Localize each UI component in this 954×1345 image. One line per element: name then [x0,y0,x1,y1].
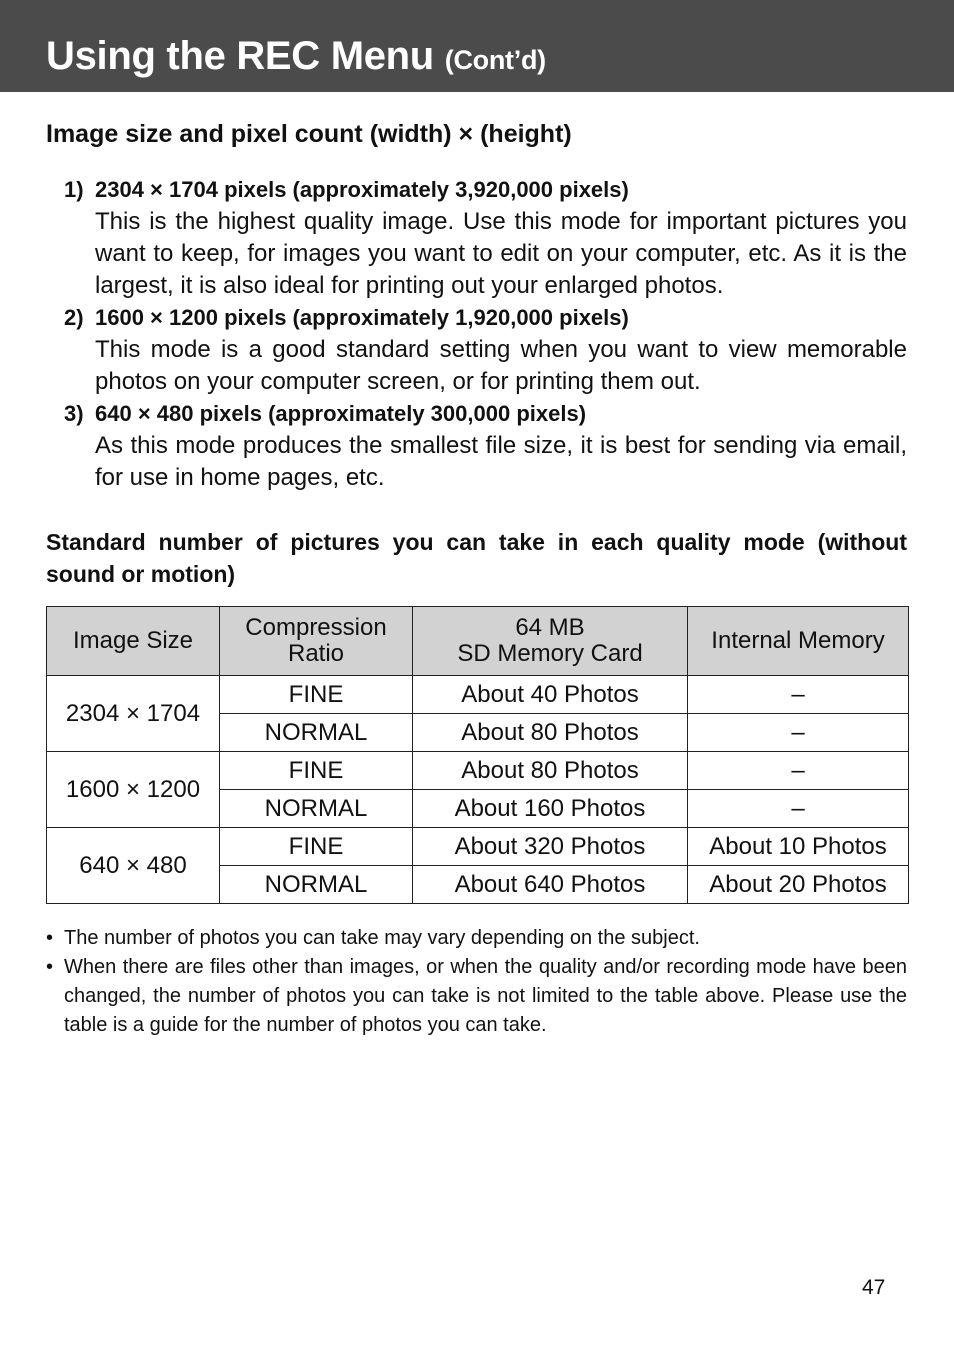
sd-card-count-cell: About 640 Photos [413,866,688,904]
image-size-item [64,174,907,302]
note-text: The number of photos you can take may vary depending on the subject. [64,927,700,949]
header-compression-ratio [220,607,413,676]
item-title-text: 2304 × 1704 pixels (approximately 3,920,000 pixels) [95,177,629,202]
header-bar [0,0,954,92]
internal-memory-count-cell: – [688,790,909,828]
page-title-main: Using the REC Menu [46,34,434,78]
header-compression-line2: Ratio [287,640,345,667]
item-number: 2) [64,305,84,330]
table-row [47,752,909,790]
bullet-icon: • [46,956,54,978]
image-size-list [64,174,907,494]
compression-cell: NORMAL [220,790,413,828]
note-text: When there are files other than images, or when the quality and/or recording mode have been changed, the number of photos you can take is not limited to the table above. Please use the table is a guide for the number of photos you can take. [64,956,907,1036]
section-heading: Image size and pixel count (width) × (height) [46,120,572,148]
sd-card-count-cell: About 160 Photos [413,790,688,828]
sd-card-count-cell: About 80 Photos [413,714,688,752]
table-heading: Standard number of pictures you can take in each quality mode (without sound or motion) [46,529,907,587]
compression-cell: FINE [220,752,413,790]
image-size-description: As this mode produces the smallest file size, it is best for sending via email, for use in home pages, etc. [95,432,907,491]
image-size-title [64,174,907,206]
bullet-icon: • [46,927,54,949]
compression-cell: FINE [220,676,413,714]
image-size-cell: 2304 × 1704 [47,676,220,752]
header-sd-line1: 64 MB [515,614,585,641]
sd-card-count-cell: About 40 Photos [413,676,688,714]
image-size-title [64,398,907,430]
header-internal-memory: Internal Memory [688,607,909,676]
picture-count-table [46,606,909,904]
table-header-row [47,607,909,676]
notes-list [46,924,907,1040]
header-sd-line2: SD Memory Card [457,640,643,667]
image-size-cell: 1600 × 1200 [47,752,220,828]
page-number: 47 [862,1276,886,1299]
item-title-text: 640 × 480 pixels (approximately 300,000 pixels) [95,401,587,426]
sd-card-count-cell: About 320 Photos [413,828,688,866]
header-compression-line1: Compression [245,614,387,641]
page-title [46,32,954,84]
image-size-description: This mode is a good standard setting when you want to view memorable photos on your computer screen, or for printing them out. [95,336,907,395]
compression-cell: NORMAL [220,714,413,752]
page-title-suffix: (Cont’d) [444,45,546,75]
image-size-item [64,302,907,398]
internal-memory-count-cell: – [688,714,909,752]
header-sd-card [413,607,688,676]
internal-memory-count-cell: – [688,676,909,714]
image-size-description: This is the highest quality image. Use this mode for important pictures you want to keep, for images you want to edit on your computer, etc. As it is the largest, it is also ideal for printing out your enlarged photos. [95,208,907,299]
item-number: 3) [64,401,84,426]
note-item [46,924,907,953]
compression-cell: FINE [220,828,413,866]
table-row [47,828,909,866]
item-title-text: 1600 × 1200 pixels (approximately 1,920,000 pixels) [95,305,629,330]
image-size-title [64,302,907,334]
internal-memory-count-cell: About 10 Photos [688,828,909,866]
internal-memory-count-cell: – [688,752,909,790]
note-item [46,953,907,1040]
image-size-cell: 640 × 480 [47,828,220,904]
header-image-size: Image Size [47,607,220,676]
sd-card-count-cell: About 80 Photos [413,752,688,790]
internal-memory-count-cell: About 20 Photos [688,866,909,904]
table-row [47,676,909,714]
item-number: 1) [64,177,84,202]
compression-cell: NORMAL [220,866,413,904]
image-size-item [64,398,907,494]
